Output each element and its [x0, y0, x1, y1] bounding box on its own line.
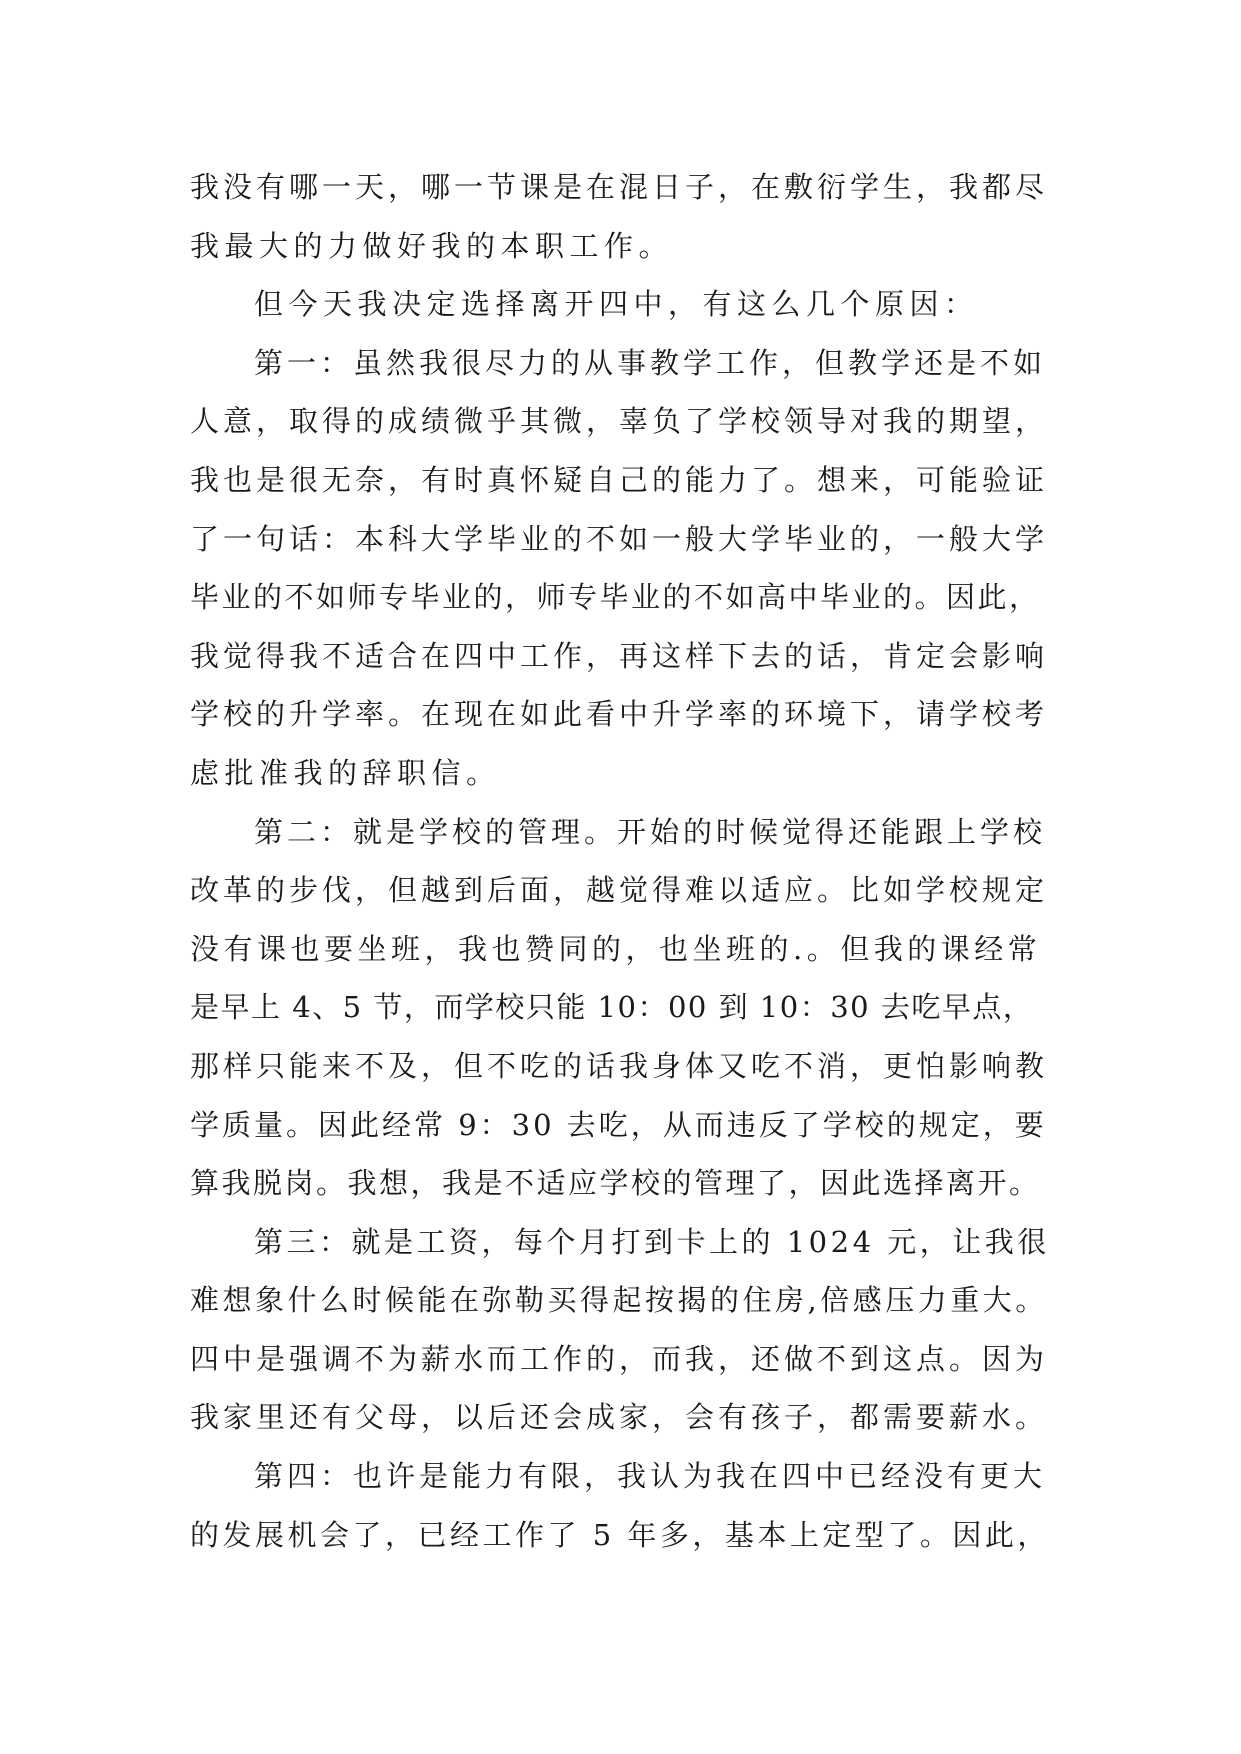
text-line: 那样只能来不及，但不吃的话我身体又吃不消，更怕影响教 — [190, 1048, 1049, 1083]
text-line: 我家里还有父母，以后还会成家，会有孩子，都需要薪水。 — [190, 1400, 1049, 1435]
text-line: 难想象什么时候能在弥勒买得起按揭的住房,倍感压力重大。 — [190, 1283, 1048, 1318]
text-line: 的发展机会了，已经工作了 5 年多，基本上定型了。因此， — [190, 1517, 1050, 1552]
text-line: 是早上 4、5 节，而学校只能 10：00 到 10：30 去吃早点， — [190, 990, 1034, 1025]
document-body — [190, 158, 1050, 1564]
text-line: 第二：就是学校的管理。开始的时候觉得还能跟上学校 — [254, 814, 1047, 849]
text-line: 没有课也要坐班，我也赞同的，也坐班的.。但我的课经常 — [190, 931, 1042, 966]
text-line: 学校的升学率。在现在如此看中升学率的环境下，请学校考 — [190, 697, 1049, 732]
text-line: 学质量。因此经常 9：30 去吃，从而违反了学校的规定，要 — [190, 1107, 1047, 1142]
text-line: 虑批准我的辞职信。 — [190, 755, 501, 790]
text-line: 我最大的力做好我的本职工作。 — [190, 228, 674, 263]
text-line: 我也是很无奈，有时真怀疑自己的能力了。想来，可能验证 — [190, 462, 1049, 497]
text-line: 人意，取得的成绩微乎其微，辜负了学校领导对我的期望， — [190, 404, 1049, 439]
text-line: 第一：虽然我很尽力的从事教学工作，但教学还是不如 — [254, 345, 1047, 380]
text-line: 但今天我决定选择离开四中，有这么几个原因： — [254, 287, 979, 322]
text-line: 我没有哪一天，哪一节课是在混日子，在敷衍学生，我都尽 — [190, 170, 1049, 204]
text-line: 第三：就是工资，每个月打到卡上的 1024 元，让我很 — [254, 1224, 1050, 1259]
text-line: 我觉得我不适合在四中工作，再这样下去的话，肯定会影响 — [190, 638, 1049, 673]
text-line: 第四：也许是能力有限，我认为我在四中已经没有更大 — [254, 1459, 1047, 1494]
text-line: 了一句话：本科大学毕业的不如一般大学毕业的，一般大学 — [190, 521, 1049, 556]
text-line: 四中是强调不为薪水而工作的，而我，还做不到这点。因为 — [190, 1341, 1049, 1376]
text-line: 毕业的不如师专毕业的，师专毕业的不如高中毕业的。因此， — [190, 580, 1041, 615]
text-line: 改革的步伐，但越到后面，越觉得难以适应。比如学校规定 — [190, 873, 1049, 908]
text-line: 算我脱岗。我想，我是不适应学校的管理了，因此选择离开。 — [190, 1166, 1041, 1201]
